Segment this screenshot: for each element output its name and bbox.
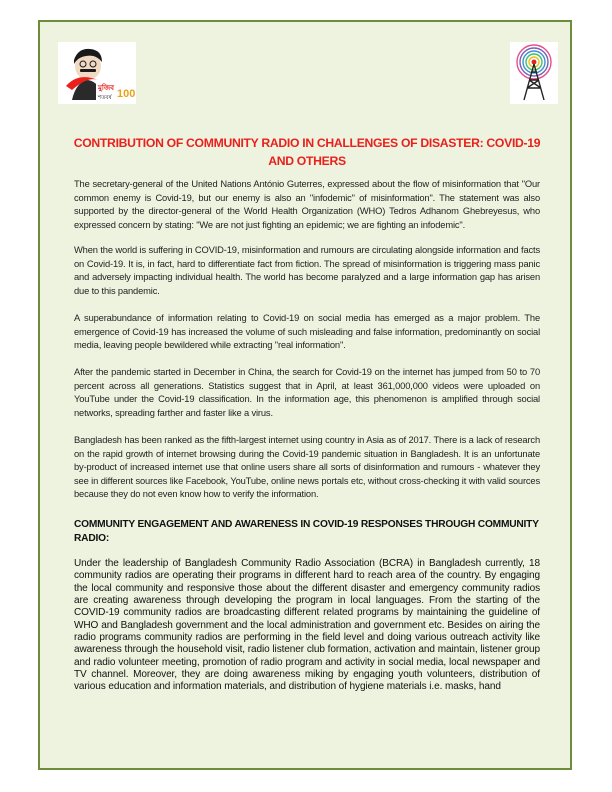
mujib-borsho-logo-icon	[58, 42, 136, 104]
logo-number: 100	[117, 88, 136, 100]
logo-text-bottom: শতবর্ষ	[98, 95, 112, 101]
paragraph-4: After the pandemic started in December in China, the search for Covid-19 on the internet has jumped from 50 to 70 percent across all generations. Statistics suggest that in April, at least 361,000,000 videos were uploaded on YouTube under the Covid-19 classification. In the information age, this phenomenon is amplified through social networks, spreading farther and faster like a virus.	[74, 367, 540, 418]
paragraph-1: The secretary-general of the United Nations António Guterres, expressed about the flow of misinformation that "Our common enemy is Covid-19, but our enemy is also an "infodemic" of misinformation". The statement was also supported by the director-general of the World Health Organization (WHO) Tedros Adhanom Ghebreyesus, who expressed concern by stating: "We are not just fighting an epidemic; we are fighting an infodemic".	[74, 179, 540, 230]
document-page	[38, 20, 572, 770]
paragraph-3: A superabundance of information relating to Covid-19 on social media has emerged as a major problem. The emergence of Covid-19 has increased the volume of such misleading and false information, predominantly on social media, leaving people bewildered while extracting "real information".	[74, 313, 540, 351]
section-heading: COMMUNITY ENGAGEMENT AND AWARENESS IN COVID-19 RESPONSES THROUGH COMMUNITY RADIO:	[74, 519, 539, 544]
paragraph-2: When the world is suffering in COVID-19, misinformation and rumours are circulating alongside information and facts on Covid-19. It is, in fact, hard to differentiate fact from fiction. The spread of misinformation is triggering mass panic and adversely impacting individual health. The world has become paralyzed and a large information gap has arisen due to this pandemic.	[74, 245, 540, 296]
document-title: CONTRIBUTION OF COMMUNITY RADIO IN CHALLENGES OF DISASTER: COVID-19 AND OTHERS	[73, 136, 541, 168]
radio-tower-icon	[510, 42, 558, 104]
logo-text-top: মুজিব	[98, 84, 115, 92]
paragraph-5: Bangladesh has been ranked as the fifth-largest internet using country in Asia as of 2017. There is a lack of research on the rapid growth of internet browsing during the Covid-19 pandemic situation in Bangladesh. It is an unfortunate by-product of increased internet use that online users share all sorts of disinformation and rumours - whatever they see in different sources like Facebook, YouTube, online news portals etc, without cross-checking it with valid sources because they do not even know how to verify the information.	[74, 435, 540, 500]
section-paragraph: Under the leadership of Bangladesh Community Radio Association (BCRA) in Bangladesh currently, 18 community radios are operating their programs in different hard to reach area of the country. By engaging the local community and responsive those about the different disaster and emergency community radios are creating awareness through developing the program in local languages. From the starting of the COVID-19 community radios are broadcasting different related programs by maintaining the guideline of WHO and Bangladesh government and the local administration and government etc. Besides on airing the radio programs community radios are performing in the field level and doing various outreach activity like awareness through the household visit, radio listener club formation, activation and maintain, listener group and radio volunteer meeting, promotion of radio program and activity in social media, local newspaper and TV channel. Moreover, they are doing awareness miking by engaging youth volunteers, distribution of various education and information materials, and distribution of hygiene materials i.e. masks, hand	[74, 558, 540, 693]
